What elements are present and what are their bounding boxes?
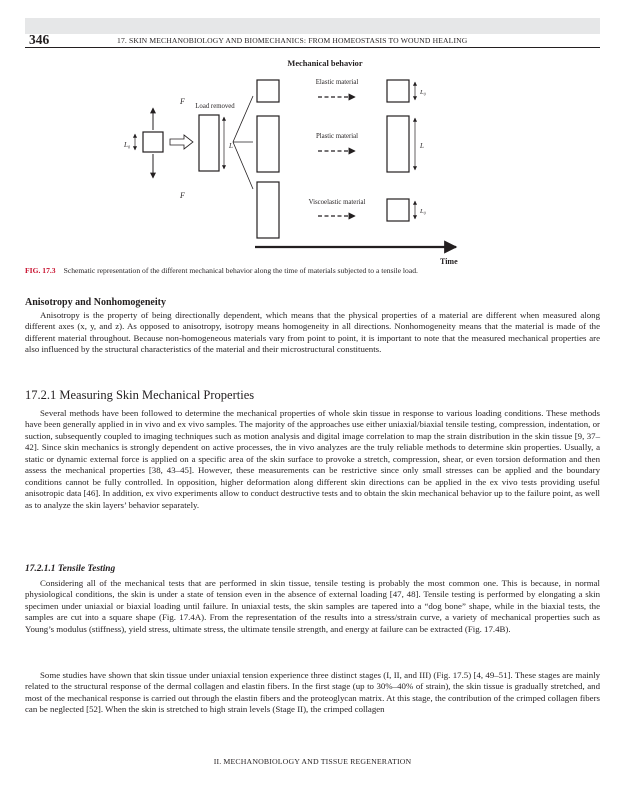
- viscoelastic-loaded-specimen: [257, 182, 279, 238]
- load-removed-arrow: [170, 135, 193, 149]
- initial-length-label: L₀: [124, 141, 131, 149]
- initial-specimen: [143, 132, 163, 152]
- anisotropy-paragraph: Anisotropy is the property of being directionally dependent, which means that the physical properties of a material are different when measured along different axes (x, y, and z). As opposed to anisotropy, isotropy means homogeneity in all directions. Nonhomogeneity means that the material is made of the different material throughout. Because non-homogeneous materials vary from point to point, it is important to note that the measured mechanical properties are also influenced by the structural characteristics of the material and their microstructural constituents.: [25, 310, 600, 355]
- figure-title: Mechanical behavior: [287, 59, 363, 68]
- viscoelastic-material-label: Viscoelastic material: [308, 199, 366, 206]
- branch-elastic: [233, 96, 253, 142]
- page-number: 346: [29, 32, 50, 47]
- measuring-paragraph: Several methods have been followed to determine the mechanical properties of whole skin tissue in response to various loading conditions. These methods have been generally applied in in vivo and ex vivo samples. The majority of the approaches use either uniaxial/biaxial tensile testing, compression, indentation, or suction, subsequently coupled to imaging techniques such as motion analysis and digital image correlation to map the strain distribution in the skin tissue [9, 37–42]. Since skin mechanics is strongly dependent on active processes, the in vivo analyzes are the truly reliable methods to determine skin properties. Usually, a static or dynamic external force is applied on a specific area of the skin surface to provoke a stretch, compression, shear, or even torsion deformation and then assess the mechanical properties [38, 43–45]. However, these measurements can be restrictive since only small stresses can be applied and the boundary conditions cannot be fully controlled. In opposition, higher deformation along different skin directions can be applied in the ex vivo tests providing useful anisotropic data [46]. In addition, ex vivo experiments allow to conduct destructive tests and to obtain the skin mechanical behavior up to the failure point, as well as to analyze the skin layers’ behavior separately.: [25, 408, 600, 510]
- stretched-length-label: L: [229, 142, 233, 150]
- elastic-loaded-specimen: [257, 80, 279, 102]
- section-heading: 17.2.1 Measuring Skin Mechanical Properties: [25, 388, 255, 402]
- plastic-final-specimen: [387, 116, 409, 172]
- time-label: Time: [440, 257, 458, 266]
- running-title: 17. SKIN MECHANOBIOLOGY AND BIOMECHANICS: FROM HOMEOSTASIS TO WOUND HEALING: [117, 36, 468, 45]
- force-label-bottom: F: [180, 191, 185, 200]
- tensile-paragraph-1: Considering all of the mechanical tests that are performed in skin tissue, tensile testing is probably the most common one. This is because, in normal physiological conditions, the skin is under a state of tension even in the absence of external loading [47, 48]. Tensile testing is performed by elongating a skin specimen under uniaxial or biaxial loading until failure. In uniaxial tests, the skin samples are tapered into a “dog bone” shape, while in the biaxial tests, the samples are cut into a square shape (Fig. 17.4A). From the representation of the results into a stress/strain curve, a variety of mechanical properties such as Young’s modulus (stiffness), yield stress, ultimate stress, the ultimate tensile strength, and energy at failure can be extracted (Fig. 17.4B).: [25, 578, 600, 634]
- figure-caption: [25, 266, 600, 276]
- tensile-paragraph-2: Some studies have shown that skin tissue under uniaxial tension experience three distinct stages (I, II, and III) (Fig. 17.5) [4, 49–51]. These stages are mainly related to the structural response of the dermal collagen and elastin fibers. In the first stage (up to 30%–40% of strain), the skin tissue is gradually stretched, and most of the mechanical response is carried out through the elastin fibers and the proteoglycan matrix. At this stage, the contribution of the crimped collagen fibers can be neglected [52]. When the skin is stretched to high strain levels (Stage II), the crimped collagen: [25, 670, 600, 715]
- header-band: [25, 18, 600, 34]
- figure-caption-label: FIG. 17.3: [25, 266, 56, 275]
- plastic-loaded-specimen: [257, 116, 279, 172]
- elastic-material-label: Elastic material: [315, 79, 359, 86]
- mechanical-behavior-diagram: [124, 52, 485, 272]
- viscoelastic-final-specimen: [387, 199, 409, 221]
- plastic-material-label: Plastic material: [315, 133, 359, 140]
- subsection-heading: 17.2.1.1 Tensile Testing: [25, 564, 116, 574]
- elastic-length-label: L₀: [420, 89, 426, 96]
- force-label-top: F: [180, 97, 185, 106]
- branch-viscoelastic: [233, 142, 253, 189]
- plastic-length-label: L: [420, 142, 424, 150]
- elastic-final-specimen: [387, 80, 409, 102]
- load-removed-label: Load removed: [195, 103, 235, 110]
- stretched-specimen: [199, 115, 219, 171]
- viscoelastic-length-label: L₀: [420, 208, 426, 215]
- figure-17-3: [124, 52, 485, 272]
- figure-caption-text: Schematic representation of the different mechanical behavior along the time of materials subjected to a tensile load.: [63, 266, 418, 275]
- anisotropy-heading: Anisotropy and Nonhomogeneity: [25, 297, 166, 308]
- header-rule: [25, 47, 600, 48]
- page-footer: II. MECHANOBIOLOGY AND TISSUE REGENERATION: [213, 757, 412, 766]
